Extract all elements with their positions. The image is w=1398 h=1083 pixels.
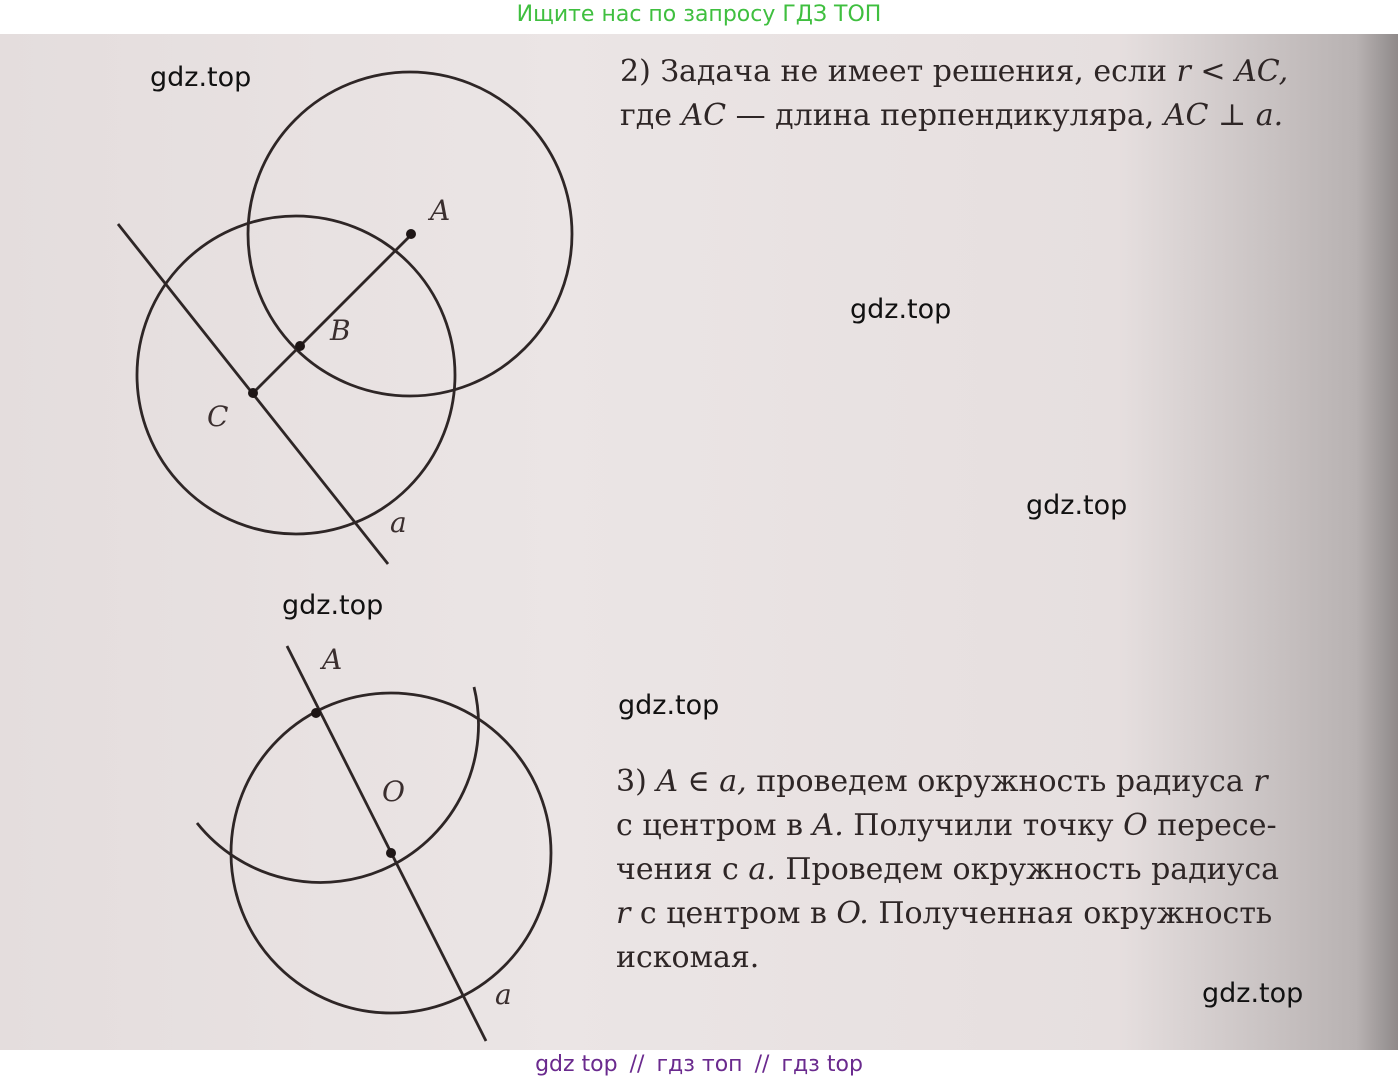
s3-l1-r: r <box>1253 764 1268 799</box>
s3-l4-o: O. <box>836 896 869 931</box>
watermark: gdz.top <box>282 590 384 621</box>
point-a-2 <box>311 708 321 718</box>
section-2-line-2 <box>620 94 1288 138</box>
s3-l1-math: A ∈ a, <box>656 764 747 799</box>
bottom-banner-item-2[interactable]: гдз топ <box>656 1052 743 1077</box>
s3-l2-end: пересе- <box>1147 808 1277 843</box>
section-3-line-2 <box>616 804 1279 848</box>
section-3-line-1 <box>616 760 1279 804</box>
figure-1-perpendicular-construction <box>0 34 620 594</box>
label-line-a: a <box>390 506 407 539</box>
s3-l1-pre: 3) <box>616 764 657 799</box>
point-a <box>406 229 416 239</box>
bottom-banner <box>0 1050 1398 1083</box>
s3-l2-rest: Получили точку <box>843 808 1124 843</box>
section-2-line-1-text: 2) Задача не имеет решения, если <box>620 54 1177 89</box>
s3-l2-o: O <box>1123 808 1148 843</box>
section-2-line-2-math-1: AC <box>681 98 727 133</box>
s3-l2-a: A. <box>812 808 844 843</box>
section-2-line-2-math-2: AC ⊥ a. <box>1163 98 1284 133</box>
textbook-page <box>0 34 1398 1050</box>
label-c-point: C <box>207 400 229 433</box>
bottom-banner-separator: // <box>754 1052 770 1077</box>
bottom-banner-separator: // <box>629 1052 645 1077</box>
label-line-a-2: a <box>495 978 512 1011</box>
watermark: gdz.top <box>850 294 952 325</box>
label-o-point: O <box>382 775 405 808</box>
point-c <box>248 388 258 398</box>
s3-l2-pre: с центром в <box>616 808 813 843</box>
line-a-2 <box>287 646 486 1041</box>
watermark: gdz.top <box>1202 978 1304 1009</box>
top-banner: Ищите нас по запросу ГДЗ ТОП <box>516 2 882 27</box>
arc-center-a <box>197 687 479 882</box>
point-o <box>386 848 396 858</box>
section-2-line-2-mid: — длина перпендикуляра, <box>726 98 1164 133</box>
label-b-point: B <box>330 314 351 347</box>
bottom-banner-item-3[interactable]: гдз top <box>781 1052 863 1077</box>
s3-l3-rest: Проведем окружность радиуса <box>775 852 1280 887</box>
label-a-point: A <box>430 194 451 227</box>
s3-l4-r: r <box>616 896 631 931</box>
label-a-point-2: A <box>322 643 343 676</box>
s3-l3-pre: чения с <box>616 852 749 887</box>
watermark: gdz.top <box>150 62 252 93</box>
section-2-line-1 <box>620 50 1288 94</box>
watermark: gdz.top <box>618 690 720 721</box>
s3-l4-mid: с центром в <box>630 896 837 931</box>
section-3-text <box>616 760 1279 980</box>
watermark: gdz.top <box>1026 490 1128 521</box>
s3-l5: искомая. <box>616 940 760 975</box>
section-3-line-3 <box>616 848 1279 892</box>
section-2-line-1-math: r < AC, <box>1176 54 1289 89</box>
s3-l4-rest: Полученная окружность <box>868 896 1273 931</box>
section-3-line-5 <box>616 936 1279 980</box>
circle-center-c <box>137 216 455 534</box>
section-3-line-4 <box>616 892 1279 936</box>
s3-l1-rest: проведем окружность радиуса <box>746 764 1254 799</box>
s3-l3-a: a. <box>748 852 776 887</box>
section-2-line-2-text: где <box>620 98 682 133</box>
figure-2-circle-construction <box>0 614 620 1050</box>
section-2-text <box>620 50 1288 138</box>
bottom-banner-item-1[interactable]: gdz top <box>535 1052 618 1077</box>
point-b <box>295 341 305 351</box>
